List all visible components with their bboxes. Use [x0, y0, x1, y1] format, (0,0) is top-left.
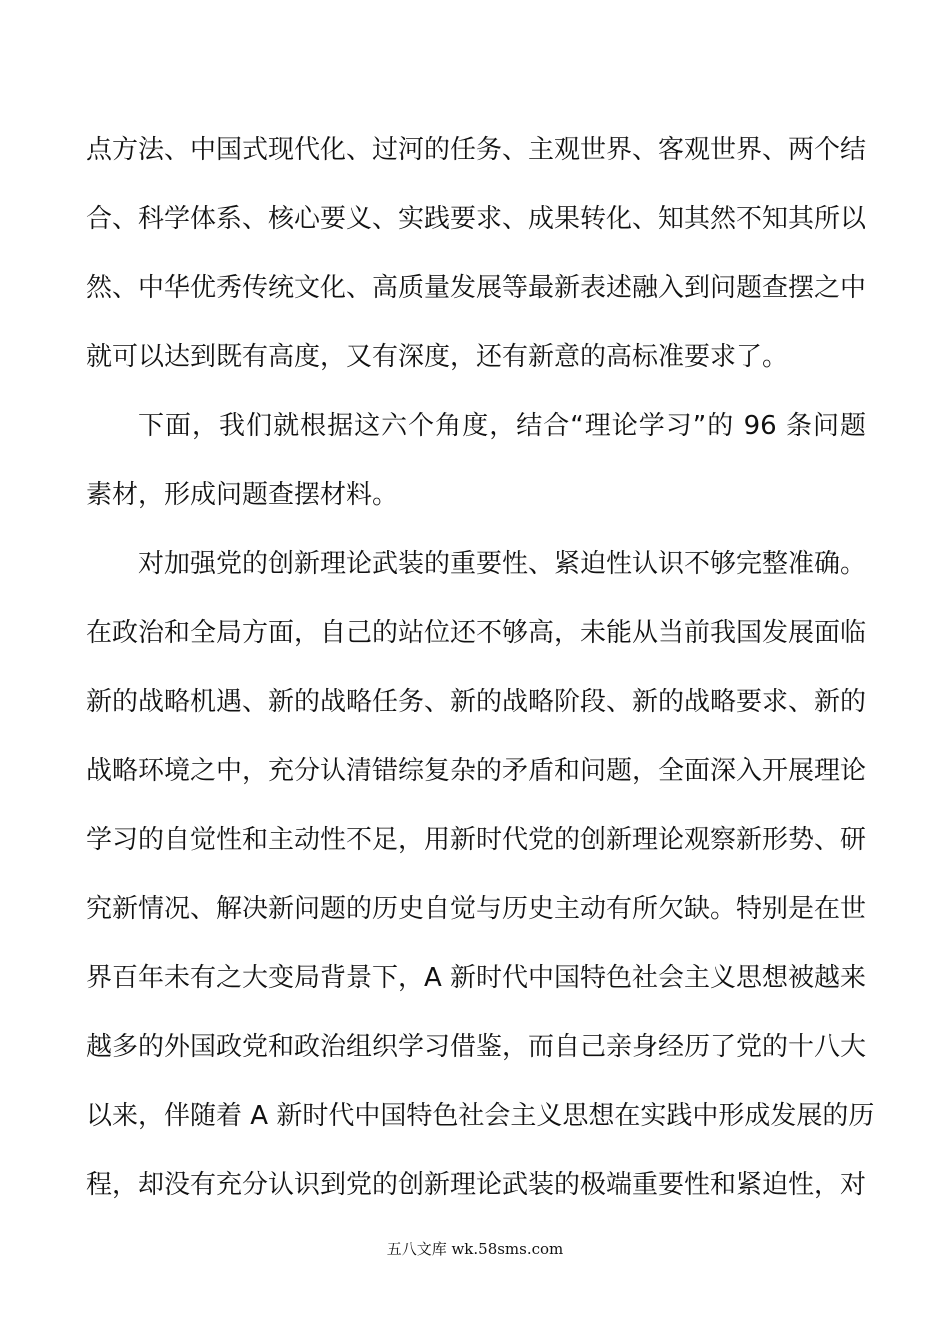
page-footer: 五八文库 wk.58sms.com — [386, 1240, 564, 1258]
body-text-line: 然、中华优秀传统文化、高质量发展等最新表述融入到问题查摆之中 — [86, 273, 867, 303]
body-text-line: 战略环境之中，充分认清错综复杂的矛盾和问题，全面深入开展理论 — [86, 756, 867, 786]
body-text-line: 程，却没有充分认识到党的创新理论武装的极端重要性和紧迫性，对 — [86, 1170, 867, 1200]
body-text-line: 界百年未有之大变局背景下，A 新时代中国特色社会主义思想被越来 — [86, 963, 867, 993]
body-text-line: 越多的外国政党和政治组织学习借鉴，而自己亲身经历了党的十八大 — [86, 1032, 867, 1062]
body-text-line: 究新情况、解决新问题的历史自觉与历史主动有所欠缺。特别是在世 — [86, 894, 867, 924]
body-text-line: 学习的自觉性和主动性不足，用新时代党的创新理论观察新形势、研 — [86, 825, 867, 855]
body-text-line: 合、科学体系、核心要义、实践要求、成果转化、知其然不知其所以 — [86, 204, 867, 234]
body-text-line: 点方法、中国式现代化、过河的任务、主观世界、客观世界、两个结 — [86, 135, 867, 165]
body-text-line: 就可以达到既有高度，又有深度，还有新意的高标准要求了。 — [86, 342, 789, 372]
body-text-line: 新的战略机遇、新的战略任务、新的战略阶段、新的战略要求、新的 — [86, 687, 867, 717]
paragraph-first-line: 对加强党的创新理论武装的重要性、紧迫性认识不够完整准确。 — [138, 549, 867, 579]
body-text-line: 以来，伴随着 A 新时代中国特色社会主义思想在实践中形成发展的历 — [86, 1101, 875, 1131]
body-text-line: 素材，形成问题查摆材料。 — [86, 480, 399, 510]
paragraph-first-line: 下面，我们就根据这六个角度，结合“理论学习”的 96 条问题 — [138, 411, 866, 441]
body-text-line: 在政治和全局方面，自己的站位还不够高，未能从当前我国发展面临 — [86, 618, 867, 648]
